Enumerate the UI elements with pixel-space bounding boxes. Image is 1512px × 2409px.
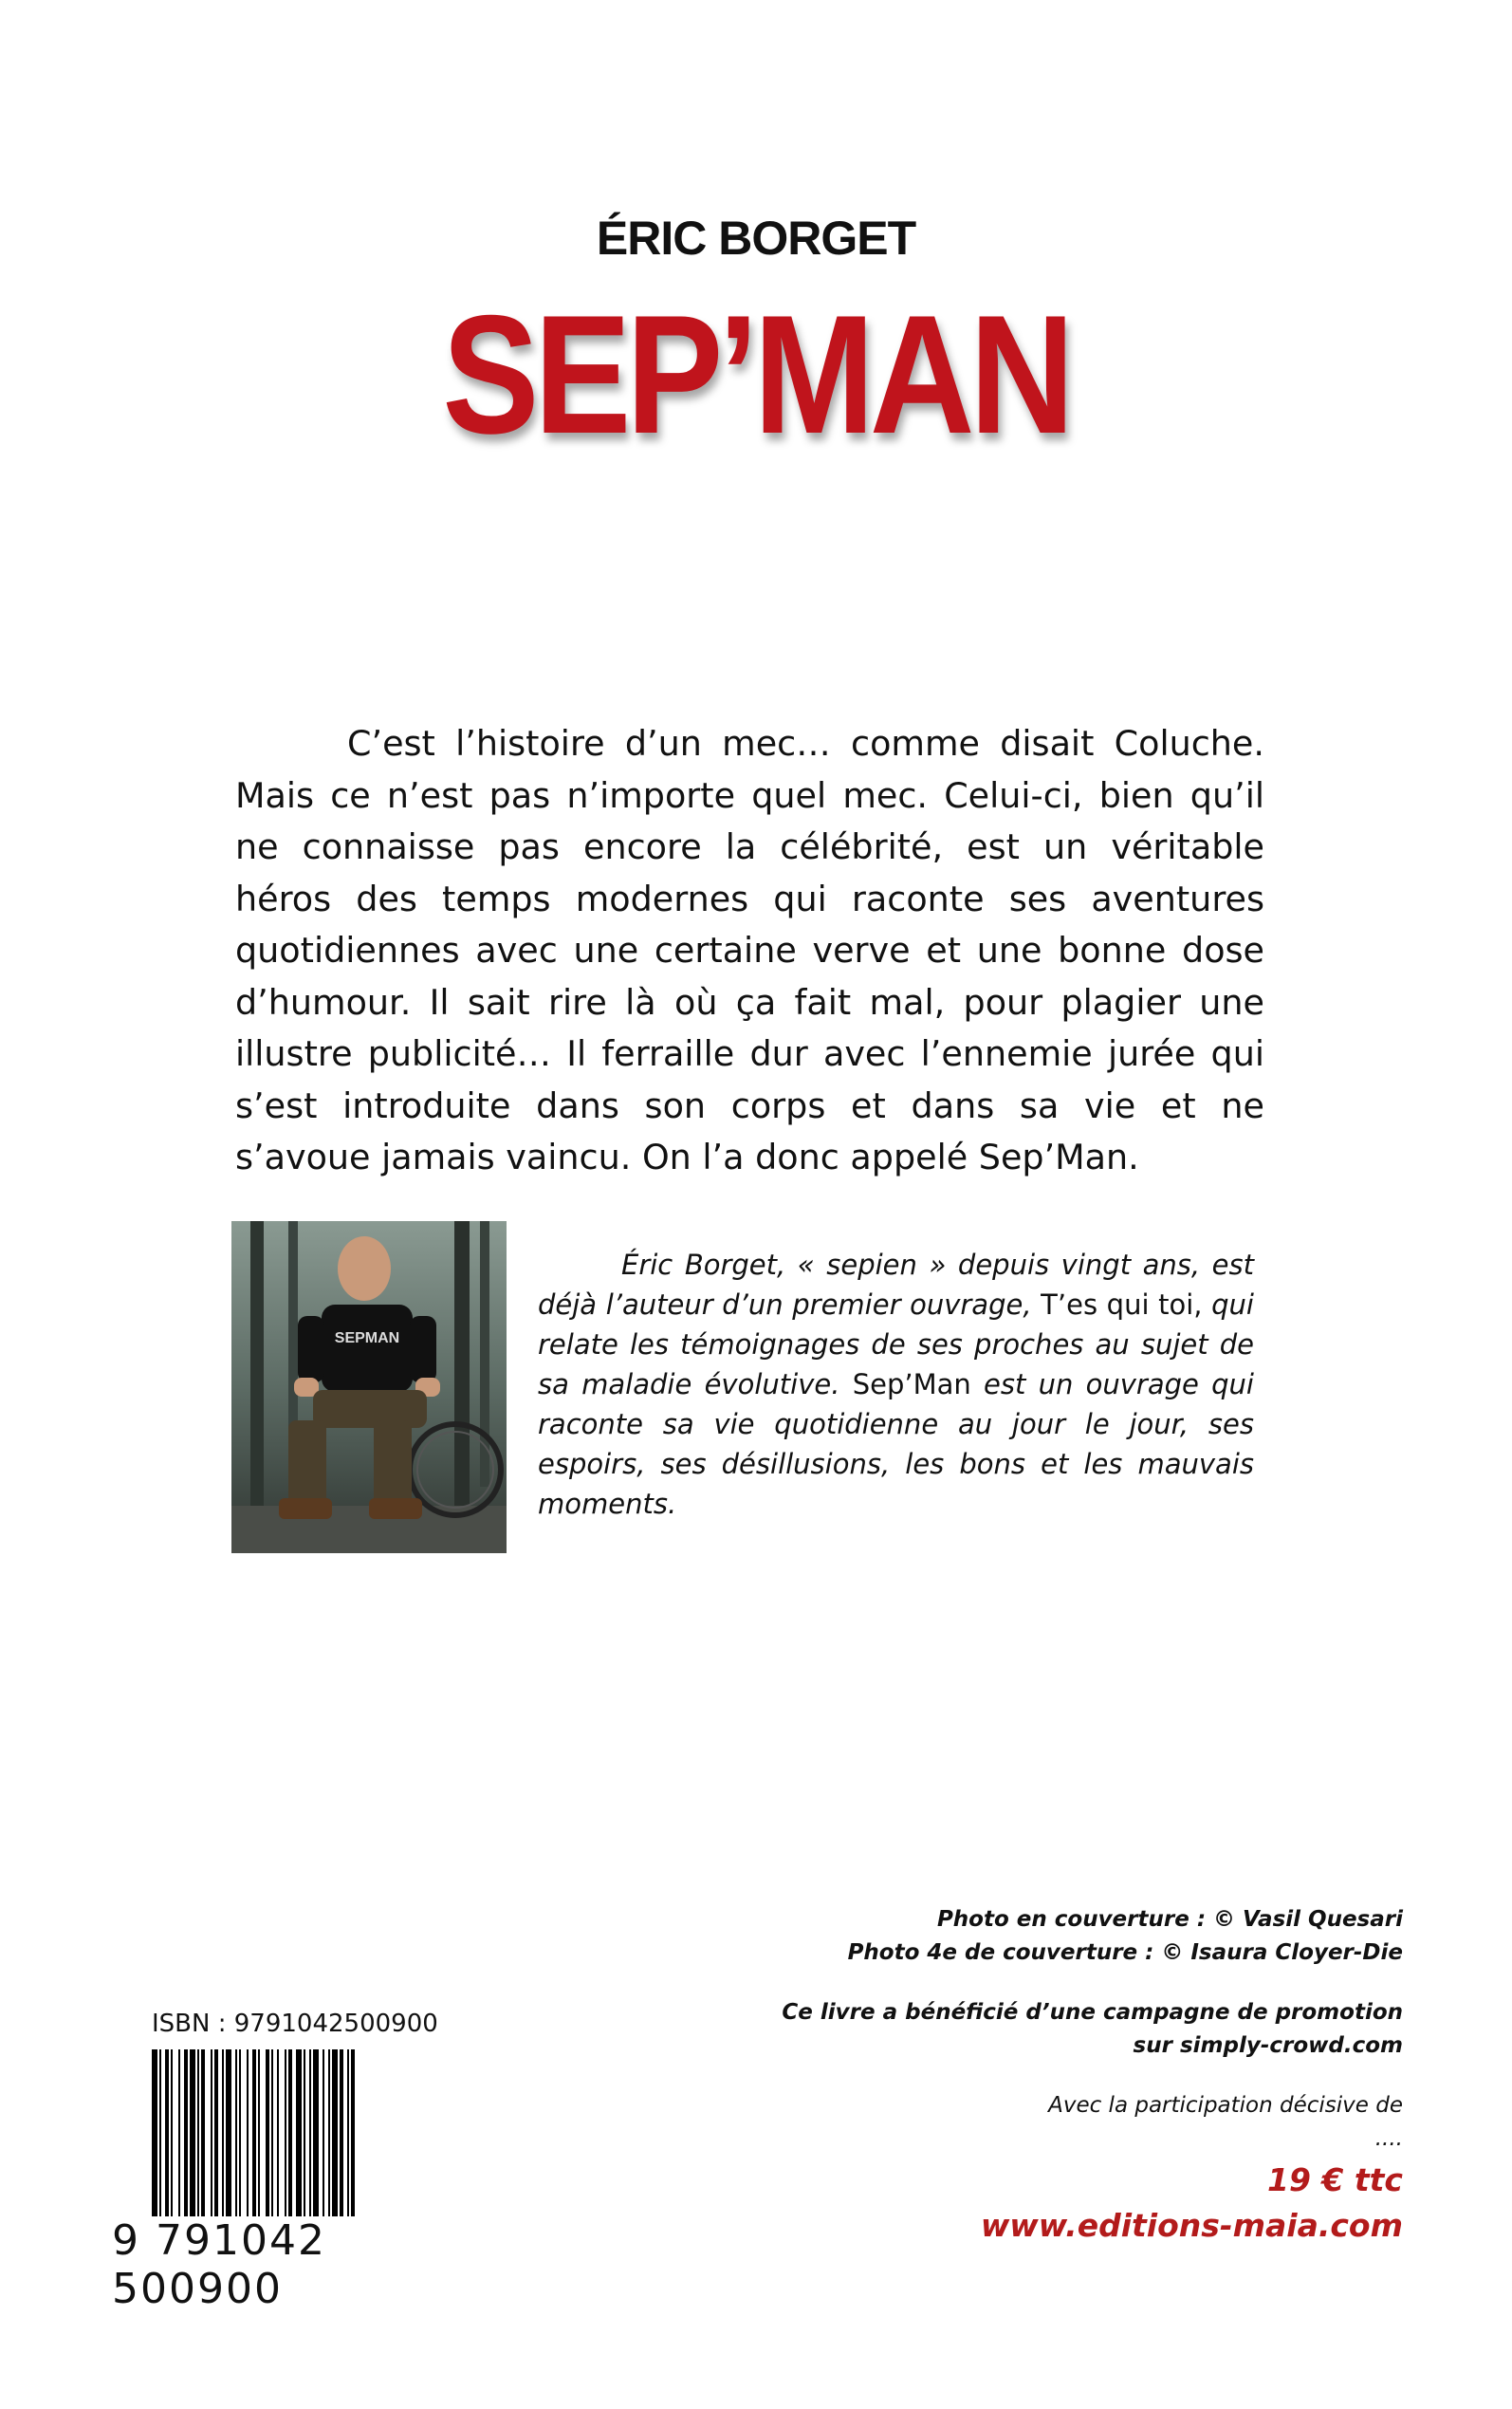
barcode-bar	[309, 2049, 311, 2239]
barcode-bar	[201, 2049, 205, 2239]
barcode-bar	[222, 2049, 224, 2239]
credit-photo-front: Photo en couverture : © Vasil Quesari	[936, 1907, 1403, 1932]
barcode-bar	[332, 2049, 338, 2239]
barcode-bar	[235, 2049, 237, 2239]
barcode-bar	[247, 2049, 249, 2239]
author-photo	[231, 1221, 507, 1553]
barcode-bar	[252, 2049, 256, 2239]
barcode-bar	[214, 2049, 218, 2239]
barcode-digits: 9 791042 500900	[112, 2216, 434, 2313]
promo-line-1: Ce livre a bénéficié d’une campagne de promotion	[782, 2000, 1403, 2025]
barcode-bar	[271, 2049, 273, 2239]
barcode-bar	[211, 2049, 212, 2239]
barcode-bar	[197, 2049, 199, 2239]
author-name: ÉRIC BORGET	[596, 212, 916, 265]
barcode-bar	[340, 2049, 343, 2239]
barcode-bar	[313, 2049, 319, 2239]
barcode-bar	[277, 2049, 279, 2239]
barcode-bar	[323, 2049, 324, 2239]
barcode-bar	[258, 2049, 260, 2239]
barcode-bar	[304, 2049, 305, 2239]
participation-line: Avec la participation décisive de	[1048, 2093, 1403, 2118]
barcode-bar	[288, 2049, 292, 2239]
barcode-bar	[184, 2049, 188, 2239]
barcode-bar	[296, 2049, 302, 2239]
price-block	[981, 2158, 1403, 2249]
barcode-bar	[178, 2049, 180, 2239]
barcode-bar	[266, 2049, 269, 2239]
barcode-bar	[190, 2049, 195, 2239]
barcode-bar	[328, 2049, 330, 2239]
bio-book2: Sep’Man	[852, 1368, 971, 1400]
isbn-label: ISBN : 9791042500900	[152, 2010, 438, 2038]
bio-part3: est un ouvrage qui raconte sa vie quotidienne au jour le jour, ses espoirs, ses désillusions, les bons et les mauvais moments.	[538, 1368, 1254, 1520]
price: 19 € ttc	[1267, 2161, 1403, 2198]
barcode-bar	[351, 2049, 355, 2239]
barcode-bar	[226, 2049, 231, 2239]
credit-photo-back: Photo 4e de couverture : © Isaura Cloyer-Die	[847, 1940, 1403, 1965]
shirt-text: SEPMAN	[334, 1330, 400, 1346]
barcode-bar	[171, 2049, 173, 2239]
barcode-bar	[239, 2049, 241, 2239]
credits-block	[739, 1903, 1403, 2156]
barcode-bar	[285, 2049, 286, 2239]
blurb-text: C’est l’histoire d’un mec… comme disait Coluche. Mais ce n’est pas n’importe quel mec. Celui-ci, bien qu’il ne connaisse pas encore la célébrité, est un véritable héros des temps modernes qui raconte ses aventures quotidiennes avec une certaine verve et une bonne dose d’humour. Il sait rire là où ça fait mal, pour plagier une illustre publicité… Il ferraille dur avec l’ennemie jurée qui s’est introduite dans son corps et dans sa vie et ne s’avoue jamais vaincu. On l’a donc appelé Sep’Man.	[235, 723, 1264, 1177]
publisher-website: www.editions-maia.com	[980, 2207, 1403, 2244]
isbn-barcode	[150, 2049, 434, 2239]
barcode-bar	[347, 2049, 349, 2239]
barcode-bar	[159, 2049, 161, 2239]
author-bio	[538, 1245, 1254, 1524]
back-cover-blurb	[235, 718, 1264, 1184]
bio-book1: T’es qui toi,	[1041, 1288, 1203, 1321]
bio-part2: qui relate les témoignages de ses proches au sujet de sa maladie évolutive.	[538, 1288, 1254, 1400]
participation-dots: ....	[1374, 2126, 1403, 2151]
barcode-bar	[152, 2049, 157, 2239]
book-title: SEP’MAN	[442, 280, 1070, 469]
barcode-bar	[165, 2049, 169, 2239]
bio-part1: Éric Borget, « sepien » depuis vingt ans, est déjà l’auteur d’un premier ouvrage,	[538, 1249, 1254, 1321]
promo-line-2: sur simply-crowd.com	[1133, 2033, 1403, 2058]
